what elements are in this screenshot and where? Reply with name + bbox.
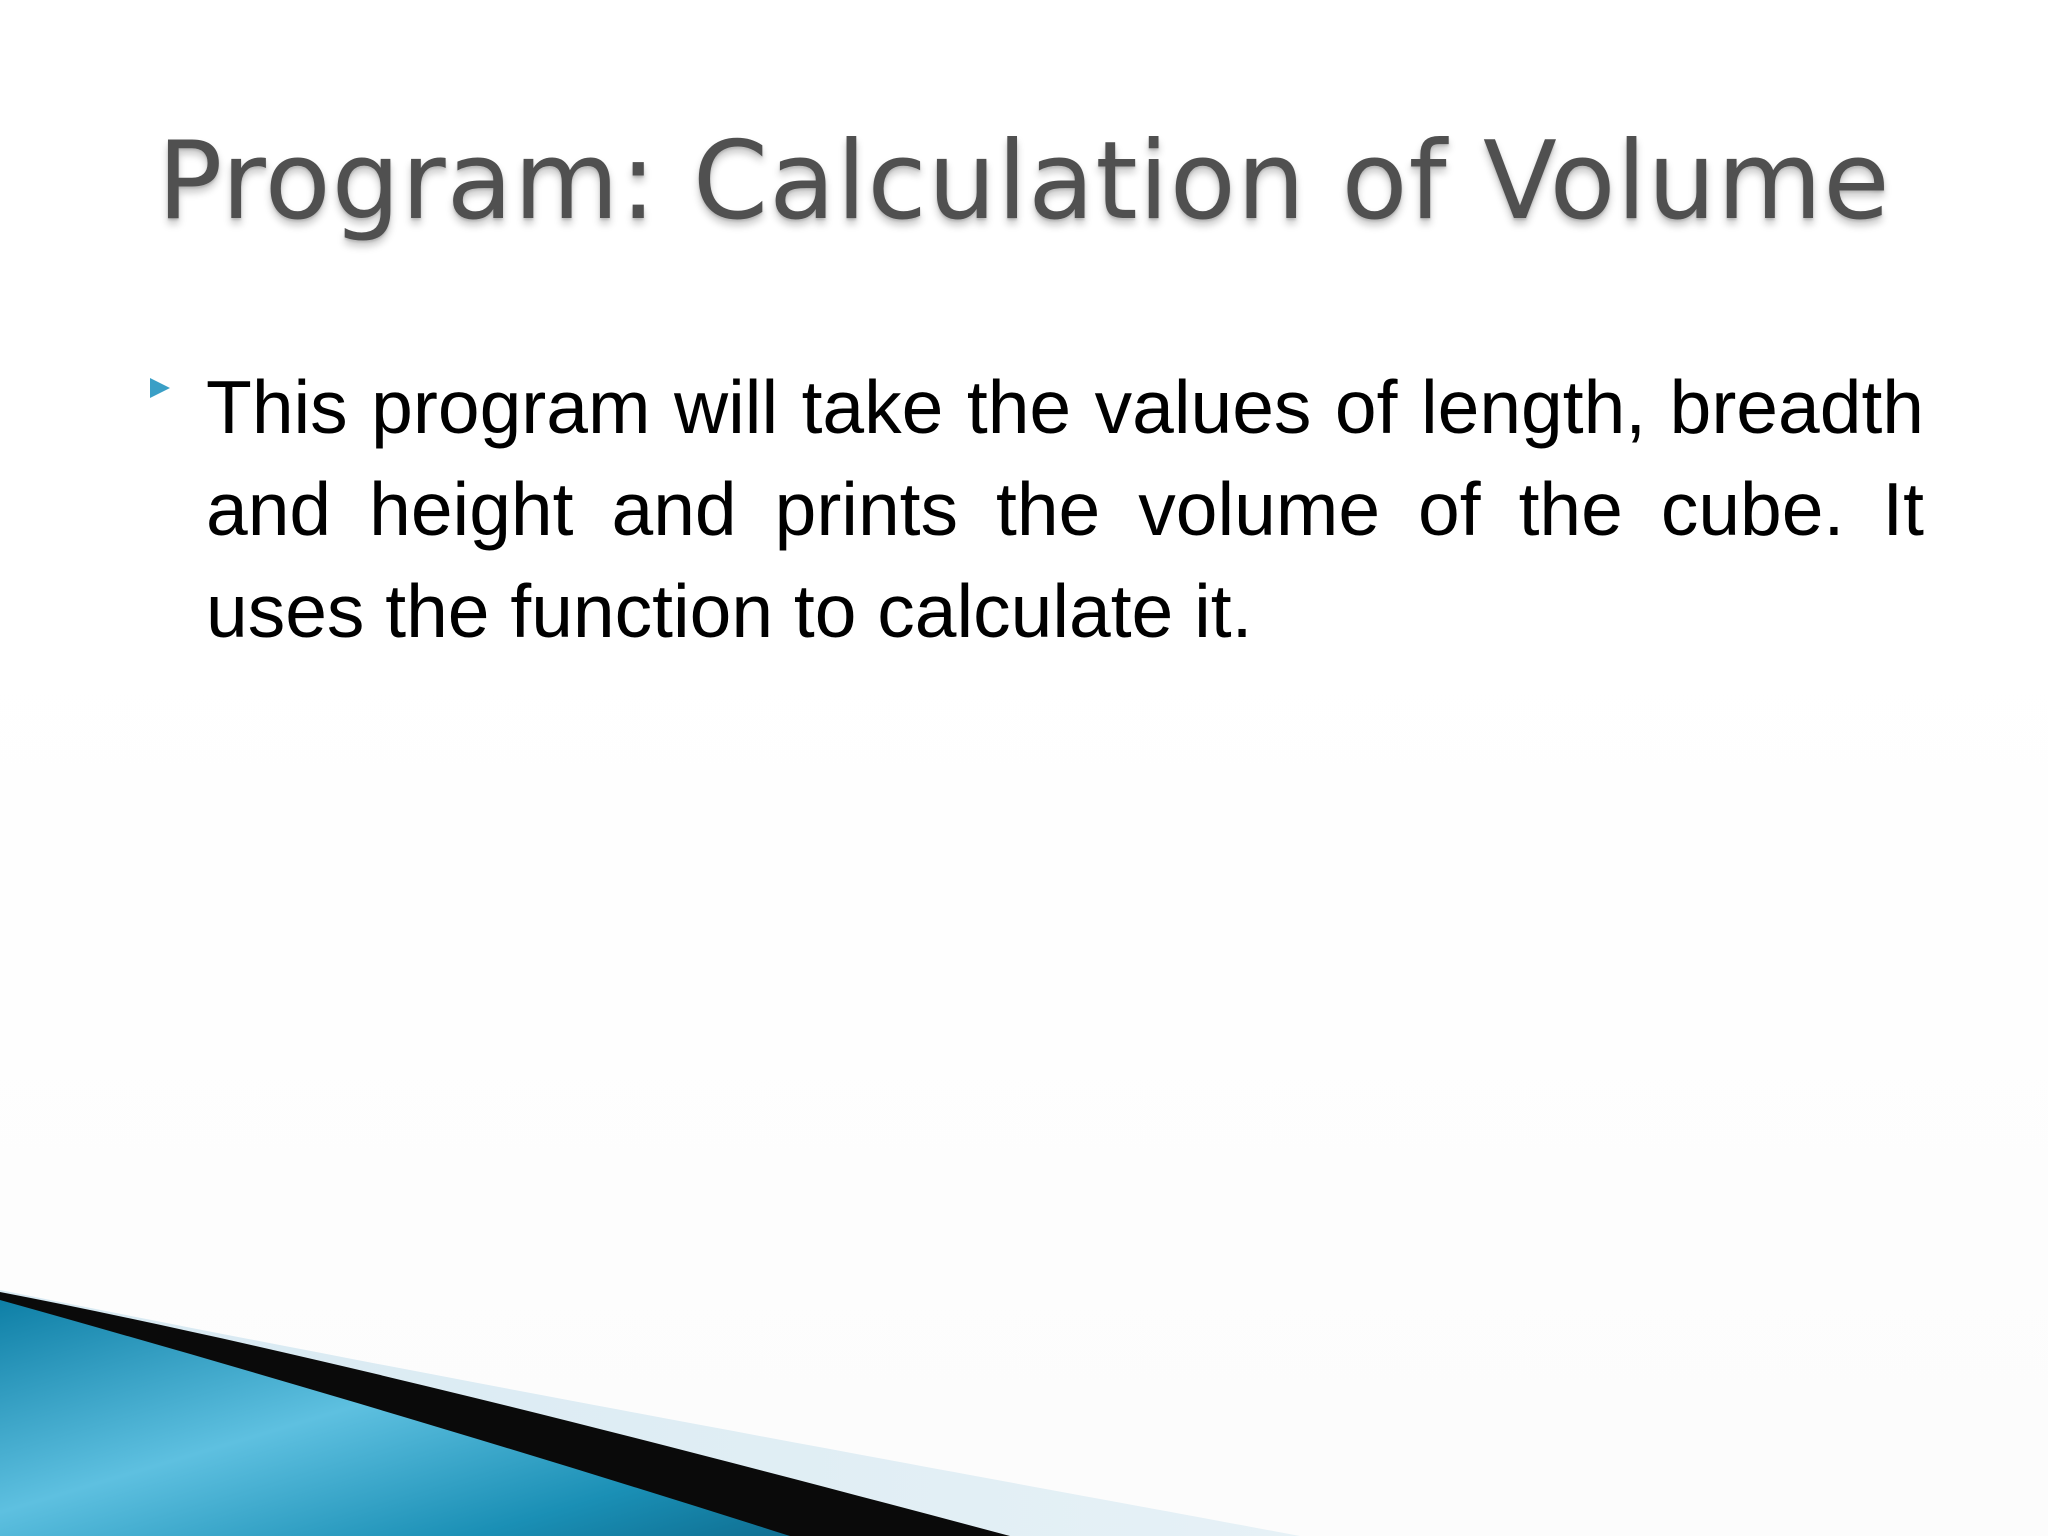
triangle-right-icon: [150, 378, 170, 398]
slide-title: Program: Calculation of Volume: [157, 119, 1891, 244]
teal-wedge-shape: [0, 1300, 790, 1536]
bullet-text: This program will take the values of length, breadth and height and prints the volume of the cube. It uses the function to calculate it.: [206, 365, 1924, 653]
